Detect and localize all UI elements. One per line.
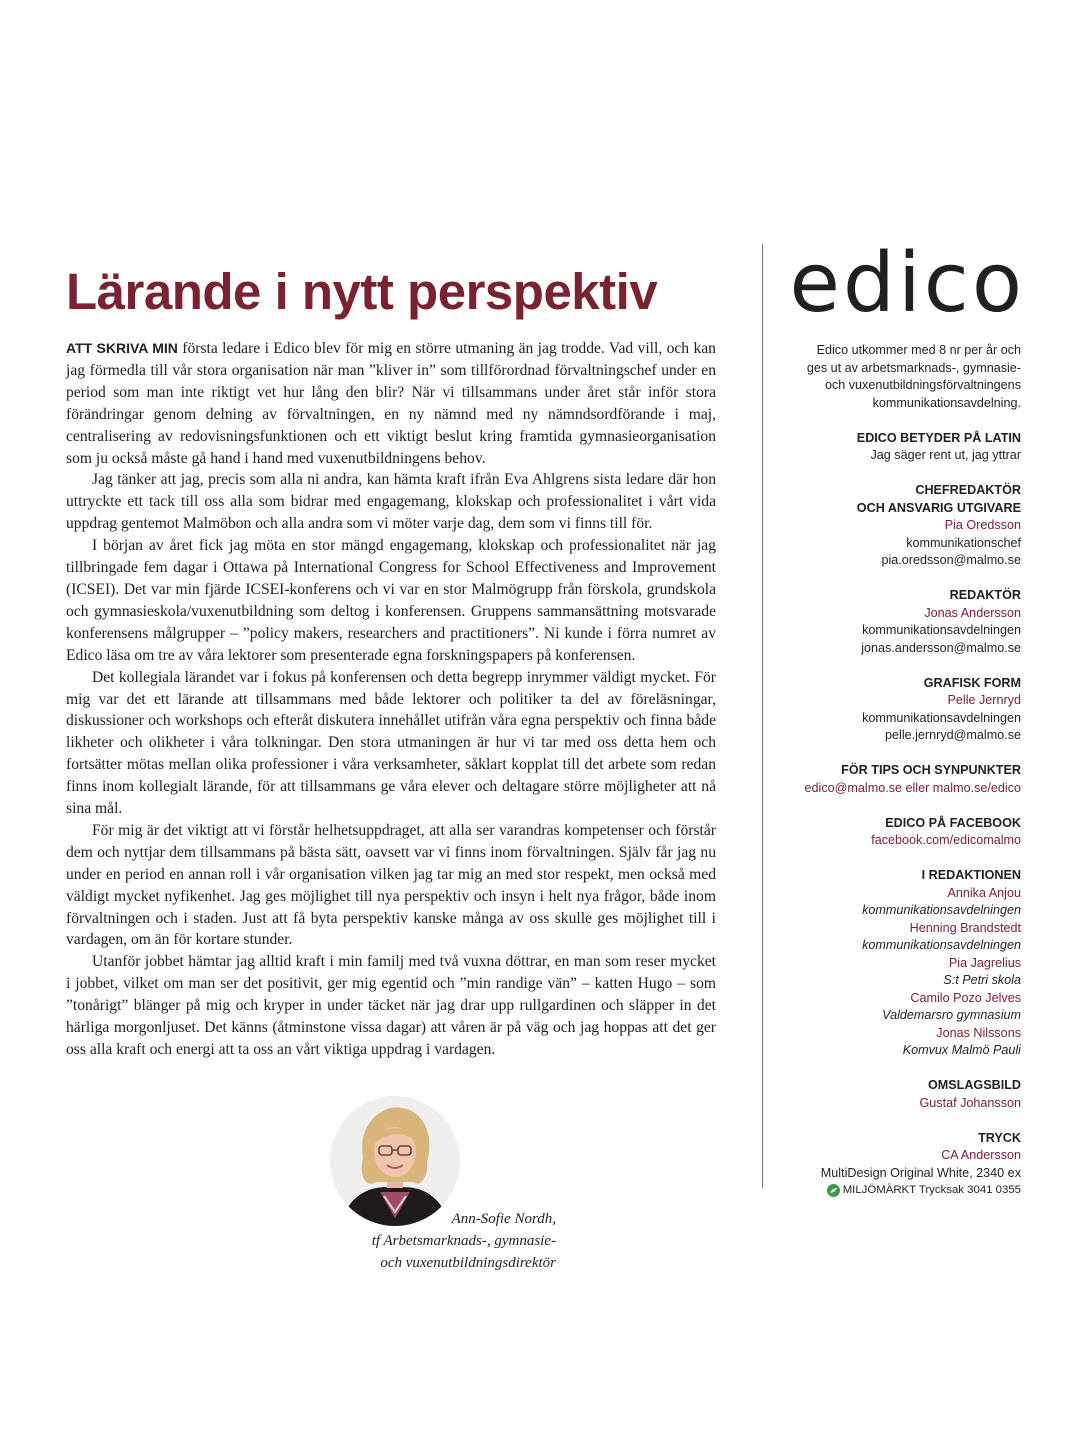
staff-name: Camilo Pozo Jelves bbox=[910, 990, 1021, 1005]
staff-name: Pia Jagrelius bbox=[948, 955, 1021, 970]
facebook bbox=[780, 815, 1021, 850]
article-title: Lärande i nytt perspektiv bbox=[66, 263, 658, 320]
intro-line: Edico utkommer med 8 nr per år och bbox=[816, 343, 1021, 357]
editorial-staff bbox=[780, 867, 1021, 1060]
email-link[interactable]: pelle.jernryd@malmo.se bbox=[885, 728, 1021, 742]
paragraph-4: Det kollegiala lärandet var i fokus på konferensen och detta begrepp inrymmer väldigt mycket. För mig var det ett lärande att tillsammans med både lektorer och politiker ta del av föreläsningar, diskussioner och workshops och efteråt diskutera innehållet utifrån våra egna perspektiv och finna både likheter och olikheter i våra tolkningar. Den stora utmaningen är hur vi tar med oss detta hem och fortsätter mötas mellan olika professioner i våra verksamheter, såklart kopplat till det arbete som redan finns inom kollegialt lärande, för att tillsammans ge våra elever och deltagare större möjligheter att nå sina mål. bbox=[66, 668, 716, 818]
facebook-link[interactable]: facebook.com/edicomalmo bbox=[871, 833, 1021, 847]
section-heading: REDAKTÖR bbox=[949, 588, 1021, 602]
staff-org: Valdemarsro gymnasium bbox=[882, 1008, 1021, 1022]
person-name: Pia Oredsson bbox=[944, 518, 1021, 532]
paragraph-6: Utanför jobbet hämtar jag alltid kraft i min familj med två vuxna döttrar, en man som reser mycket i jobbet, vilket om man ser det positivit, ger mig egentid och ”min randige vän” – katten Hugo – som ”tonårigt” blänger på mig och kryper in under täcket när jag drar upp rullgardinen och släpper in det härliga morgonljuset. Det känns (åtminstone vissa dagar) att våren är på väg och jag hoppas att det ger oss alla kraft och energi att ta oss an vårt viktiga uppdrag i vardagen. bbox=[66, 953, 716, 1058]
tips-contact bbox=[780, 762, 1021, 797]
latin-meaning bbox=[780, 430, 1021, 465]
ecolabel-text: MILJÖMÄRKT Trycksak 3041 0355 bbox=[842, 1184, 1021, 1196]
staff-org: Komvux Malmö Pauli bbox=[902, 1043, 1021, 1057]
edico-logo: edico bbox=[789, 236, 1025, 331]
chief-editor bbox=[780, 482, 1021, 570]
article-body bbox=[66, 338, 716, 1061]
graphic-design bbox=[780, 675, 1021, 745]
staff-name: Henning Brandstedt bbox=[909, 920, 1021, 935]
person-name: Jonas Andersson bbox=[924, 605, 1021, 620]
column-divider bbox=[762, 244, 763, 1188]
author-caption bbox=[300, 1208, 556, 1274]
paragraph-3: I början av året fick jag möta en stor mängd engagemang, klokskap och professionalitet när jag tillbringade fem dagar i Ottawa på International Congress for School Effectiveness and Improvement (ICSEI). Det var min fjärde ICSEI-konferens och vi var en stor Malmögrupp från förskola, grundskola och gymnasieskola/vuxenutbildning som deltog i konferensen. Gruppens sammansättning motsvarade konferensens målgrupper – ”policy makers, researchers and practitioners”. Ni kunde i förra numret av Edico läsa om tre av våra lektorer som presenterade egna forskningspapers på konferensen. bbox=[66, 537, 716, 664]
lead-in: ATT SKRIVA MIN bbox=[66, 340, 178, 356]
paragraph-5: För mig är det viktigt att vi förstår helhetsuppdraget, att alla ser varandras kompetenser och förstår dem och nyttjar dem tillsammans på bästa sätt, oavsett var vi finns inom förvaltningen. Själv får jag nu under en period en annan roll i vår organisation vilken jag tar mig an med stor respekt, men också med väldigt mycket nyfikenhet. Jag ges möjlighet till nya perspektiv och insyn i helt nya frågor, både inom förvaltningen och i staden. Just att få byta perspektiv kanske många av oss skulle ges möjlighet till i vardagen, om än för kortare stunder. bbox=[66, 821, 716, 949]
section-heading: GRAFISK FORM bbox=[923, 675, 1021, 690]
person-name: Pelle Jernryd bbox=[947, 693, 1021, 707]
intro-line: och vuxenutbildningsförvaltningens bbox=[824, 378, 1021, 392]
tips-link[interactable]: edico@malmo.se eller malmo.se/edico bbox=[804, 780, 1021, 795]
staff-org: kommunikationsavdelningen bbox=[862, 903, 1021, 917]
email-link[interactable]: jonas.andersson@malmo.se bbox=[861, 640, 1021, 655]
intro-line: kommunikationsavdelning. bbox=[872, 395, 1021, 410]
masthead-intro bbox=[780, 342, 1021, 412]
section-heading: EDICO PÅ FACEBOOK bbox=[885, 815, 1021, 830]
printing bbox=[780, 1130, 1021, 1200]
paper-info: MultiDesign Original White, 2340 ex bbox=[820, 1165, 1021, 1180]
person-role: kommunikationschef bbox=[906, 535, 1021, 550]
section-heading: EDICO BETYDER PÅ LATIN bbox=[856, 430, 1021, 445]
author-portrait bbox=[330, 1096, 460, 1226]
ecolabel-row bbox=[780, 1182, 1021, 1200]
swan-ecolabel-icon bbox=[827, 1184, 840, 1197]
article bbox=[66, 262, 716, 1061]
person-role: kommunikationsavdelningen bbox=[862, 623, 1021, 637]
paragraph-1 bbox=[66, 338, 716, 469]
staff-name: Jonas Nilssons bbox=[936, 1025, 1021, 1040]
author-title-line-1: tf Arbetsmarknads-, gymnasie- bbox=[371, 1233, 556, 1249]
staff-org: kommunikationsavdelningen bbox=[862, 938, 1021, 952]
staff-org: S:t Petri skola bbox=[943, 973, 1021, 987]
editor bbox=[780, 587, 1021, 657]
section-heading: TRYCK bbox=[978, 1130, 1021, 1145]
section-heading: FÖR TIPS OCH SYNPUNKTER bbox=[841, 763, 1021, 777]
section-heading: OMSLAGSBILD bbox=[927, 1078, 1021, 1092]
section-heading: OCH ANSVARIG UTGIVARE bbox=[856, 500, 1021, 515]
section-heading: CHEFREDAKTÖR bbox=[915, 483, 1021, 497]
paragraph-1-text: första ledare i Edico blev för mig en större utmaning än jag trodde. Vad vill, och kan jag förmedla till vår stora organisation när man ”kliver in” som tillförordnad förvaltningschef under en period som man inte riktigt vet hur lång den blir? När vi tillsammans under året står inför stora förändringar genom delning av förvaltningen, en ny nämnd med ny nämndsordförande i maj, centralisering av redovisningsfunktionen och ett viktigt beslut kring framtida gymnasieorganisation som ju också måste gå hand i hand med vuxenutbildningens behov. bbox=[66, 340, 716, 467]
section-heading: I REDAKTIONEN bbox=[921, 868, 1021, 882]
person-role: kommunikationsavdelningen bbox=[862, 710, 1021, 725]
printer-name: CA Andersson bbox=[941, 1148, 1021, 1162]
masthead-sidebar bbox=[780, 236, 1025, 1200]
latin-text: Jag säger rent ut, jag yttrar bbox=[870, 448, 1021, 462]
author-title-line-2: och vuxenutbildningsdirektör bbox=[380, 1255, 556, 1271]
staff-name: Annika Anjou bbox=[947, 885, 1021, 900]
person-name: Gustaf Johansson bbox=[919, 1095, 1021, 1110]
email-link[interactable]: pia.oredsson@malmo.se bbox=[881, 553, 1021, 567]
intro-line: ges ut av arbetsmarknads-, gymnasie- bbox=[806, 360, 1021, 375]
cover-photo-credit bbox=[780, 1077, 1021, 1112]
paragraph-2: Jag tänker att jag, precis som alla ni andra, kan hämta kraft ifrån Eva Ahlgrens sista ledare där hon uttryckte ett tack till oss alla som bidrar med engagemang, klokskap och professionalitet i vårt vida uppdrag gentemot Malmöbon och alla andra som vi möter varje dag, dem som vi finns till för. bbox=[66, 471, 716, 533]
author-name: Ann-Sofie Nordh, bbox=[451, 1211, 556, 1227]
